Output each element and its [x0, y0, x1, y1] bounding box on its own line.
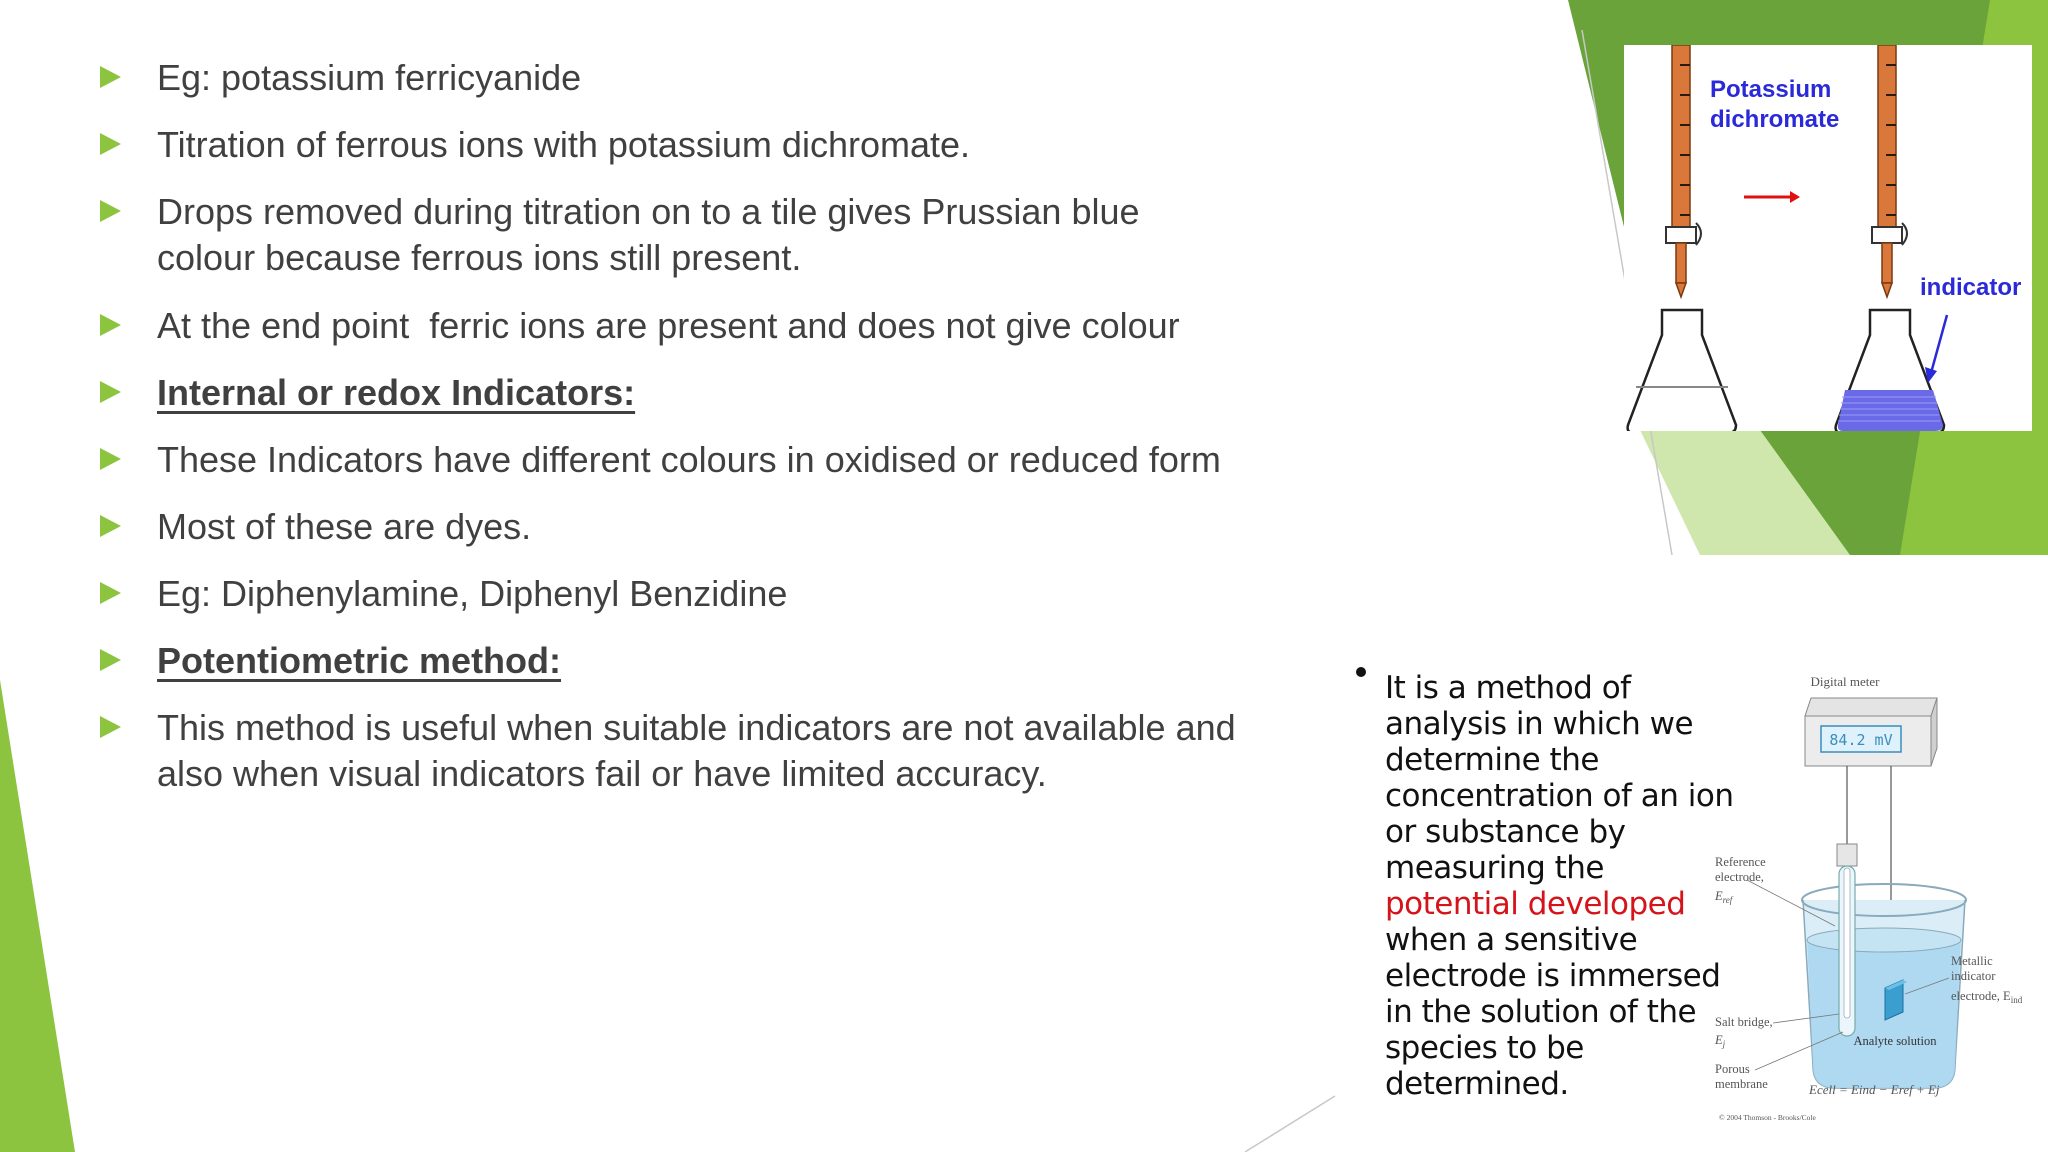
indicator-label: indicator: [1920, 274, 2022, 301]
porous-label-line1: Porous: [1715, 1062, 1750, 1076]
bullet-text: This method is useful when suitable indicators are not available and also when visual indicators fail or have limited accuracy.: [157, 707, 1246, 794]
bullet-text: Eg: Diphenylamine, Diphenyl Benzidine: [157, 573, 788, 614]
note-line: when a sensitive: [1385, 922, 1638, 958]
bullet-arrow-icon: [100, 66, 121, 88]
porous-label-line2: membrane: [1715, 1077, 1768, 1091]
note-line: analysis in which we: [1385, 706, 1694, 742]
note-line: electrode is immersed: [1385, 958, 1721, 994]
metallic-label-line3: electrode, $E_{ind}$: [1951, 989, 2023, 1005]
bullet-arrow-icon: [100, 200, 121, 222]
bullet-text: Eg: potassium ferricyanide: [157, 57, 582, 98]
note-line: in the solution of the: [1385, 994, 1697, 1030]
note-bullet-icon: [1356, 667, 1366, 677]
burette-left-icon: [1666, 45, 1701, 297]
metallic-label-line1: Metallic: [1951, 954, 1993, 968]
bullet-heading: Potentiometric method:: [157, 640, 562, 681]
burette-right-icon: [1872, 45, 1907, 297]
green-wedge-left: [0, 680, 75, 1152]
reference-label-line2: electrode,: [1715, 870, 1764, 884]
reagent-label-line2: dichromate: [1710, 106, 1840, 133]
bullet-text: These Indicators have different colours in oxidised or reduced form: [157, 439, 1221, 480]
reagent-label-line1: Potassium: [1710, 76, 1832, 103]
potentiometer-figure: [1705, 668, 2045, 1128]
bullet-arrow-icon: [100, 649, 121, 671]
digital-meter-icon: [1805, 698, 1937, 766]
indicator-pointer-icon: [1931, 315, 1947, 373]
beaker-icon: [1802, 884, 1966, 1088]
note-line: measuring the: [1385, 850, 1604, 886]
bullet-text: At the end point ferric ions are present and does not give colour: [157, 305, 1180, 346]
note-line: determined.: [1385, 1066, 1569, 1102]
blue-solution: [1838, 390, 1943, 431]
salt-bridge-label-symbol: $E_j$: [1715, 1033, 1726, 1049]
bullet-text: Drops removed during titration on to a tile gives Prussian blue colour because ferrous ions still present.: [157, 191, 1150, 278]
bullet-text: Most of these are dyes.: [157, 506, 532, 547]
bullet-arrow-icon: [100, 582, 121, 604]
note-line: concentration of an ion: [1385, 778, 1734, 814]
note-line: or substance by: [1385, 814, 1626, 850]
analyte-label: Analyte solution: [1853, 1034, 1937, 1048]
meter-title: Digital meter: [1810, 674, 1880, 689]
copyright-text: © 2004 Thomson - Brooks/Cole: [1719, 1113, 1816, 1122]
cell-equation: Ecell = Eind − Eref + Ej: [1809, 1082, 1940, 1097]
note-line: It is a method of: [1385, 670, 1631, 706]
reference-electrode-icon: [1837, 844, 1857, 1036]
note-line-highlight: potential developed: [1385, 886, 1686, 922]
salt-bridge-label-line1: Salt bridge,: [1715, 1015, 1773, 1029]
metallic-label-line2: indicator: [1951, 969, 1996, 983]
meter-reading: 84.2 mV: [1829, 731, 1893, 749]
bullet-arrow-icon: [100, 381, 121, 403]
bullet-heading: Internal or redox Indicators:: [157, 372, 636, 413]
note-line: species to be: [1385, 1030, 1584, 1066]
bullet-arrow-icon: [100, 448, 121, 470]
flask-left-icon: [1628, 310, 1736, 431]
reference-label-line1: Reference: [1715, 855, 1766, 869]
bullet-text: Titration of ferrous ions with potassium dichromate.: [157, 124, 971, 165]
note-line: determine the: [1385, 742, 1599, 778]
titration-figure: [1624, 45, 2032, 431]
bullet-arrow-icon: [100, 515, 121, 537]
potentiometer-diagram: [1705, 668, 2045, 1128]
bullet-arrow-icon: [100, 133, 121, 155]
bullet-arrow-icon: [100, 716, 121, 738]
bullet-arrow-icon: [100, 314, 121, 336]
deco-line-bottom: [1245, 1096, 1335, 1152]
reference-label-symbol: $E_{ref}$: [1715, 889, 1733, 905]
